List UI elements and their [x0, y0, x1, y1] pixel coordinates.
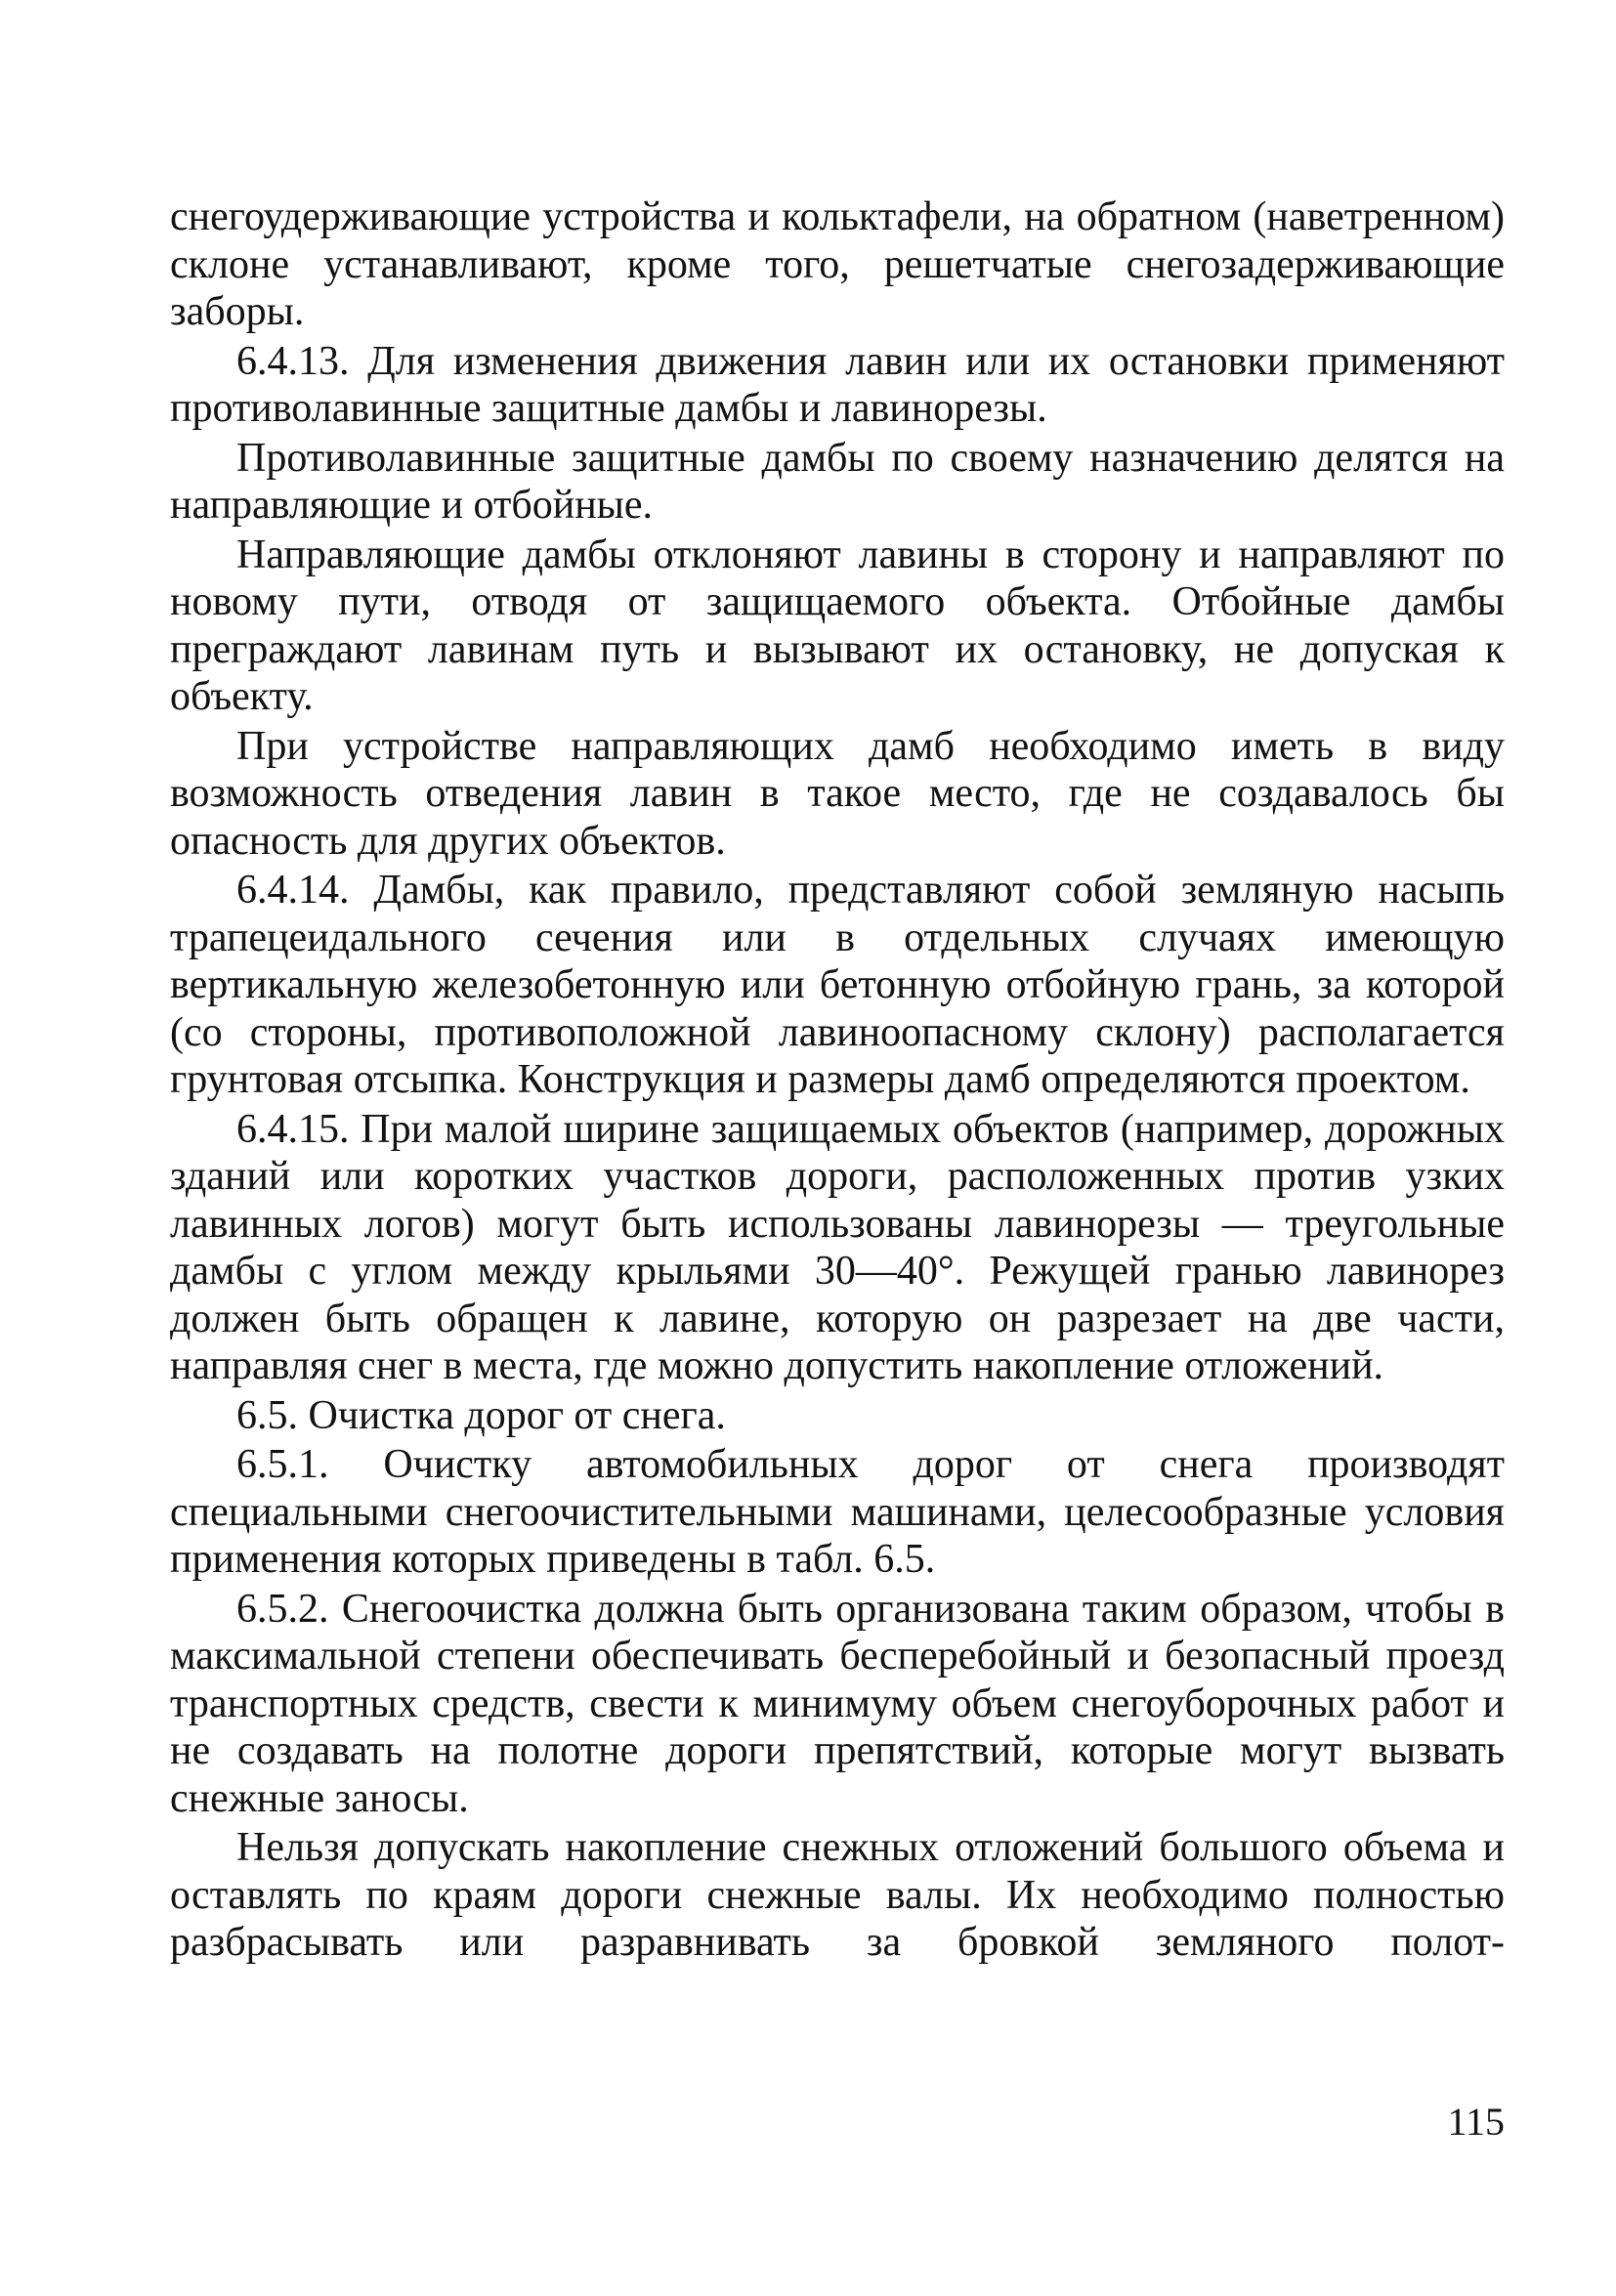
paragraph-9: 6.5.1. Очистку автомобильных дорог от снега производят специальными снегоочистительными машинами, целесообразные условия применения которых приведены в табл. 6.5. — [170, 1442, 1505, 1582]
paragraph-2: 6.4.13. Для изменения движения лавин или их остановки применяют противолавинные защитные дамбы и лавинорезы. — [170, 338, 1505, 431]
paragraph-3: Противолавинные защитные дамбы по своему назначению делятся на направляющие и отбойные. — [170, 435, 1505, 528]
page-number: 115 — [1447, 2100, 1505, 2144]
paragraph-1: снегоудерживающие устройства и кольктафели, на обратном (наветренном) склоне устанавливают, кроме того, решетчатые снегозадерживающие заборы. — [170, 194, 1505, 334]
paragraph-4: Направляющие дамбы отклоняют лавины в сторону и направляют по новому пути, отводя от защищаемого объекта. Отбойные дамбы преграждают лавинам путь и вызывают их остановку, не допуская к объекту. — [170, 531, 1505, 719]
paragraph-11: Нельзя допускать накопление снежных отложений большого объема и оставлять по краям дороги снежные валы. Их необходимо полностью разбрасывать или разравнивать за бровкой земляного полот- — [170, 1825, 1505, 1965]
paragraph-6: 6.4.14. Дамбы, как правило, представляют собой земляную насыпь трапецеидального сечения или в отдельных случаях имеющую вертикальную железобетонную или бетонную отбойную грань, за которой (со стороны, противоположной лавиноопасному склону) располагается грунтовая отсыпка. Конструкция и размеры дамб определяются проектом. — [170, 868, 1505, 1102]
paragraph-5: При устройстве направляющих дамб необходимо иметь в виду возможность отведения лавин в такое место, где не создавалось бы опасность для других объектов. — [170, 723, 1505, 864]
paragraph-10: 6.5.2. Снегоочистка должна быть организована таким образом, чтобы в максимальной степени обеспечивать бесперебойный и безопасный проезд транспортных средств, свести к минимуму объем снегоуборочных работ и не создавать на полотне дороги препятствий, которые могут вызвать снежные заносы. — [170, 1586, 1505, 1821]
paragraph-7: 6.4.15. При малой ширине защищаемых объектов (например, дорожных зданий или коротких участков дороги, расположенных против узких лавинных логов) могут быть использованы лавинорезы — треугольные дамбы с углом между крыльями 30—40°. Режущей гранью лавинорез должен быть обращен к лавине, которую он разрезает на две части, направляя снег в места, где можно допустить накопление отложений. — [170, 1106, 1505, 1388]
paragraph-8: 6.5. Очистка дорог от снега. — [236, 1392, 726, 1438]
body-text — [170, 193, 1505, 1967]
